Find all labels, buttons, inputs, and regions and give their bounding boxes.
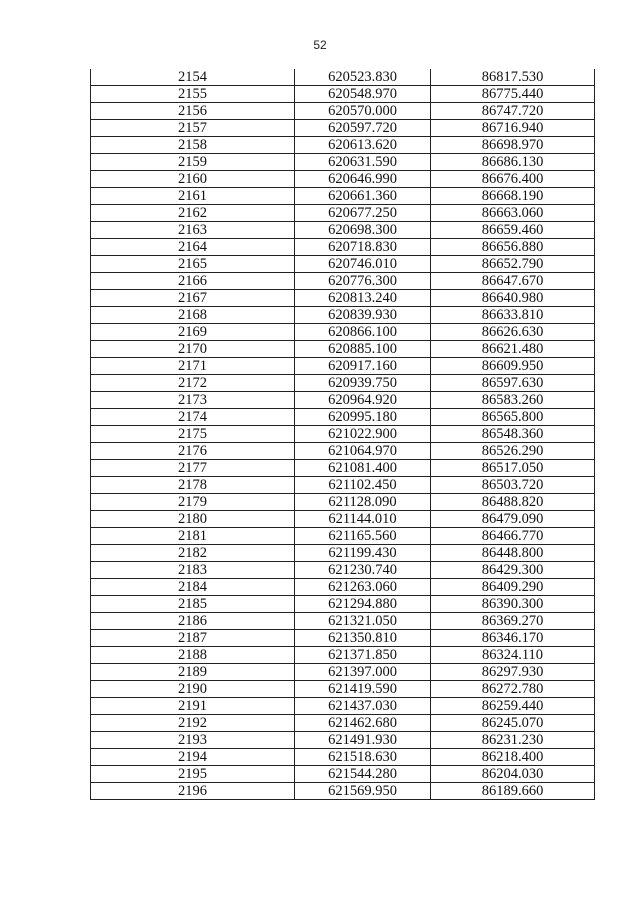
x-coordinate-cell: 620939.750 [295,375,431,392]
table-row [91,222,595,239]
table-row [91,681,595,698]
point-number-cell: 2187 [91,630,295,647]
point-number-cell: 2155 [91,86,295,103]
x-coordinate-cell: 621230.740 [295,562,431,579]
table-row [91,698,595,715]
y-coordinate-cell: 86259.440 [431,698,595,715]
x-coordinate-cell: 621371.850 [295,647,431,664]
table-row [91,732,595,749]
point-number-cell: 2166 [91,273,295,290]
point-number-cell: 2177 [91,460,295,477]
point-number-cell: 2158 [91,137,295,154]
table-row [91,86,595,103]
x-coordinate-cell: 620523.830 [295,69,431,86]
x-coordinate-cell: 621294.880 [295,596,431,613]
y-coordinate-cell: 86698.970 [431,137,595,154]
y-coordinate-cell: 86597.630 [431,375,595,392]
x-coordinate-cell: 620718.830 [295,239,431,256]
x-coordinate-cell: 621144.010 [295,511,431,528]
table-row [91,630,595,647]
table-row [91,120,595,137]
point-number-cell: 2195 [91,766,295,783]
x-coordinate-cell: 620631.590 [295,154,431,171]
y-coordinate-cell: 86204.030 [431,766,595,783]
coordinates-table [90,69,595,800]
y-coordinate-cell: 86659.460 [431,222,595,239]
point-number-cell: 2162 [91,205,295,222]
point-number-cell: 2182 [91,545,295,562]
x-coordinate-cell: 621165.560 [295,528,431,545]
point-number-cell: 2189 [91,664,295,681]
table-row [91,239,595,256]
x-coordinate-cell: 621397.000 [295,664,431,681]
x-coordinate-cell: 621437.030 [295,698,431,715]
point-number-cell: 2163 [91,222,295,239]
x-coordinate-cell: 620995.180 [295,409,431,426]
y-coordinate-cell: 86346.170 [431,630,595,647]
x-coordinate-cell: 620548.970 [295,86,431,103]
y-coordinate-cell: 86656.880 [431,239,595,256]
point-number-cell: 2161 [91,188,295,205]
point-number-cell: 2168 [91,307,295,324]
point-number-cell: 2191 [91,698,295,715]
x-coordinate-cell: 621081.400 [295,460,431,477]
table-row [91,188,595,205]
coordinates-table-body [91,69,595,800]
y-coordinate-cell: 86245.070 [431,715,595,732]
point-number-cell: 2164 [91,239,295,256]
y-coordinate-cell: 86297.930 [431,664,595,681]
y-coordinate-cell: 86647.670 [431,273,595,290]
point-number-cell: 2180 [91,511,295,528]
y-coordinate-cell: 86369.270 [431,613,595,630]
x-coordinate-cell: 620646.990 [295,171,431,188]
y-coordinate-cell: 86517.050 [431,460,595,477]
x-coordinate-cell: 620570.000 [295,103,431,120]
x-coordinate-cell: 621491.930 [295,732,431,749]
y-coordinate-cell: 86775.440 [431,86,595,103]
point-number-cell: 2172 [91,375,295,392]
x-coordinate-cell: 620964.920 [295,392,431,409]
page-number: 52 [313,38,327,52]
y-coordinate-cell: 86609.950 [431,358,595,375]
x-coordinate-cell: 621128.090 [295,494,431,511]
table-row [91,392,595,409]
point-number-cell: 2174 [91,409,295,426]
x-coordinate-cell: 621462.680 [295,715,431,732]
table-row [91,715,595,732]
x-coordinate-cell: 621419.590 [295,681,431,698]
table-row [91,460,595,477]
x-coordinate-cell: 620839.930 [295,307,431,324]
table-row [91,596,595,613]
table-row [91,783,595,800]
x-coordinate-cell: 621518.630 [295,749,431,766]
x-coordinate-cell: 621199.430 [295,545,431,562]
table-row [91,103,595,120]
table-row [91,375,595,392]
table-row [91,647,595,664]
y-coordinate-cell: 86652.790 [431,256,595,273]
point-number-cell: 2160 [91,171,295,188]
point-number-cell: 2157 [91,120,295,137]
x-coordinate-cell: 620597.720 [295,120,431,137]
point-number-cell: 2179 [91,494,295,511]
point-number-cell: 2175 [91,426,295,443]
table-row [91,171,595,188]
point-number-cell: 2176 [91,443,295,460]
y-coordinate-cell: 86548.360 [431,426,595,443]
point-number-cell: 2178 [91,477,295,494]
x-coordinate-cell: 620885.100 [295,341,431,358]
x-coordinate-cell: 620813.240 [295,290,431,307]
y-coordinate-cell: 86565.800 [431,409,595,426]
point-number-cell: 2186 [91,613,295,630]
x-coordinate-cell: 620866.100 [295,324,431,341]
x-coordinate-cell: 621321.050 [295,613,431,630]
x-coordinate-cell: 620677.250 [295,205,431,222]
point-number-cell: 2192 [91,715,295,732]
y-coordinate-cell: 86676.400 [431,171,595,188]
y-coordinate-cell: 86479.090 [431,511,595,528]
x-coordinate-cell: 621544.280 [295,766,431,783]
point-number-cell: 2181 [91,528,295,545]
table-row [91,579,595,596]
table-row [91,545,595,562]
y-coordinate-cell: 86390.300 [431,596,595,613]
table-row [91,528,595,545]
y-coordinate-cell: 86429.300 [431,562,595,579]
point-number-cell: 2188 [91,647,295,664]
y-coordinate-cell: 86272.780 [431,681,595,698]
table-row [91,494,595,511]
y-coordinate-cell: 86747.720 [431,103,595,120]
point-number-cell: 2169 [91,324,295,341]
point-number-cell: 2171 [91,358,295,375]
point-number-cell: 2184 [91,579,295,596]
y-coordinate-cell: 86668.190 [431,188,595,205]
table-row [91,341,595,358]
x-coordinate-cell: 620698.300 [295,222,431,239]
x-coordinate-cell: 620917.160 [295,358,431,375]
table-row [91,154,595,171]
point-number-cell: 2159 [91,154,295,171]
table-row [91,766,595,783]
x-coordinate-cell: 620613.620 [295,137,431,154]
y-coordinate-cell: 86488.820 [431,494,595,511]
y-coordinate-cell: 86626.630 [431,324,595,341]
table-row [91,358,595,375]
table-row [91,426,595,443]
table-row [91,409,595,426]
table-row [91,256,595,273]
y-coordinate-cell: 86409.290 [431,579,595,596]
y-coordinate-cell: 86621.480 [431,341,595,358]
table-row [91,664,595,681]
y-coordinate-cell: 86633.810 [431,307,595,324]
y-coordinate-cell: 86663.060 [431,205,595,222]
point-number-cell: 2196 [91,783,295,800]
x-coordinate-cell: 620661.360 [295,188,431,205]
y-coordinate-cell: 86583.260 [431,392,595,409]
x-coordinate-cell: 621263.060 [295,579,431,596]
y-coordinate-cell: 86716.940 [431,120,595,137]
point-number-cell: 2154 [91,69,295,86]
y-coordinate-cell: 86189.660 [431,783,595,800]
x-coordinate-cell: 620746.010 [295,256,431,273]
table-row [91,443,595,460]
table-row [91,205,595,222]
table-row [91,273,595,290]
point-number-cell: 2183 [91,562,295,579]
y-coordinate-cell: 86466.770 [431,528,595,545]
x-coordinate-cell: 621350.810 [295,630,431,647]
y-coordinate-cell: 86448.800 [431,545,595,562]
point-number-cell: 2170 [91,341,295,358]
table-row [91,324,595,341]
point-number-cell: 2173 [91,392,295,409]
x-coordinate-cell: 621569.950 [295,783,431,800]
point-number-cell: 2156 [91,103,295,120]
table-row [91,562,595,579]
point-number-cell: 2190 [91,681,295,698]
point-number-cell: 2165 [91,256,295,273]
y-coordinate-cell: 86218.400 [431,749,595,766]
table-row [91,307,595,324]
y-coordinate-cell: 86503.720 [431,477,595,494]
x-coordinate-cell: 621022.900 [295,426,431,443]
y-coordinate-cell: 86640.980 [431,290,595,307]
x-coordinate-cell: 621064.970 [295,443,431,460]
point-number-cell: 2185 [91,596,295,613]
table-row [91,290,595,307]
table-row [91,69,595,86]
y-coordinate-cell: 86686.130 [431,154,595,171]
x-coordinate-cell: 620776.300 [295,273,431,290]
point-number-cell: 2194 [91,749,295,766]
y-coordinate-cell: 86526.290 [431,443,595,460]
y-coordinate-cell: 86231.230 [431,732,595,749]
x-coordinate-cell: 621102.450 [295,477,431,494]
table-row [91,477,595,494]
table-row [91,613,595,630]
table-row [91,137,595,154]
y-coordinate-cell: 86817.530 [431,69,595,86]
point-number-cell: 2167 [91,290,295,307]
table-row [91,511,595,528]
table-row [91,749,595,766]
point-number-cell: 2193 [91,732,295,749]
y-coordinate-cell: 86324.110 [431,647,595,664]
